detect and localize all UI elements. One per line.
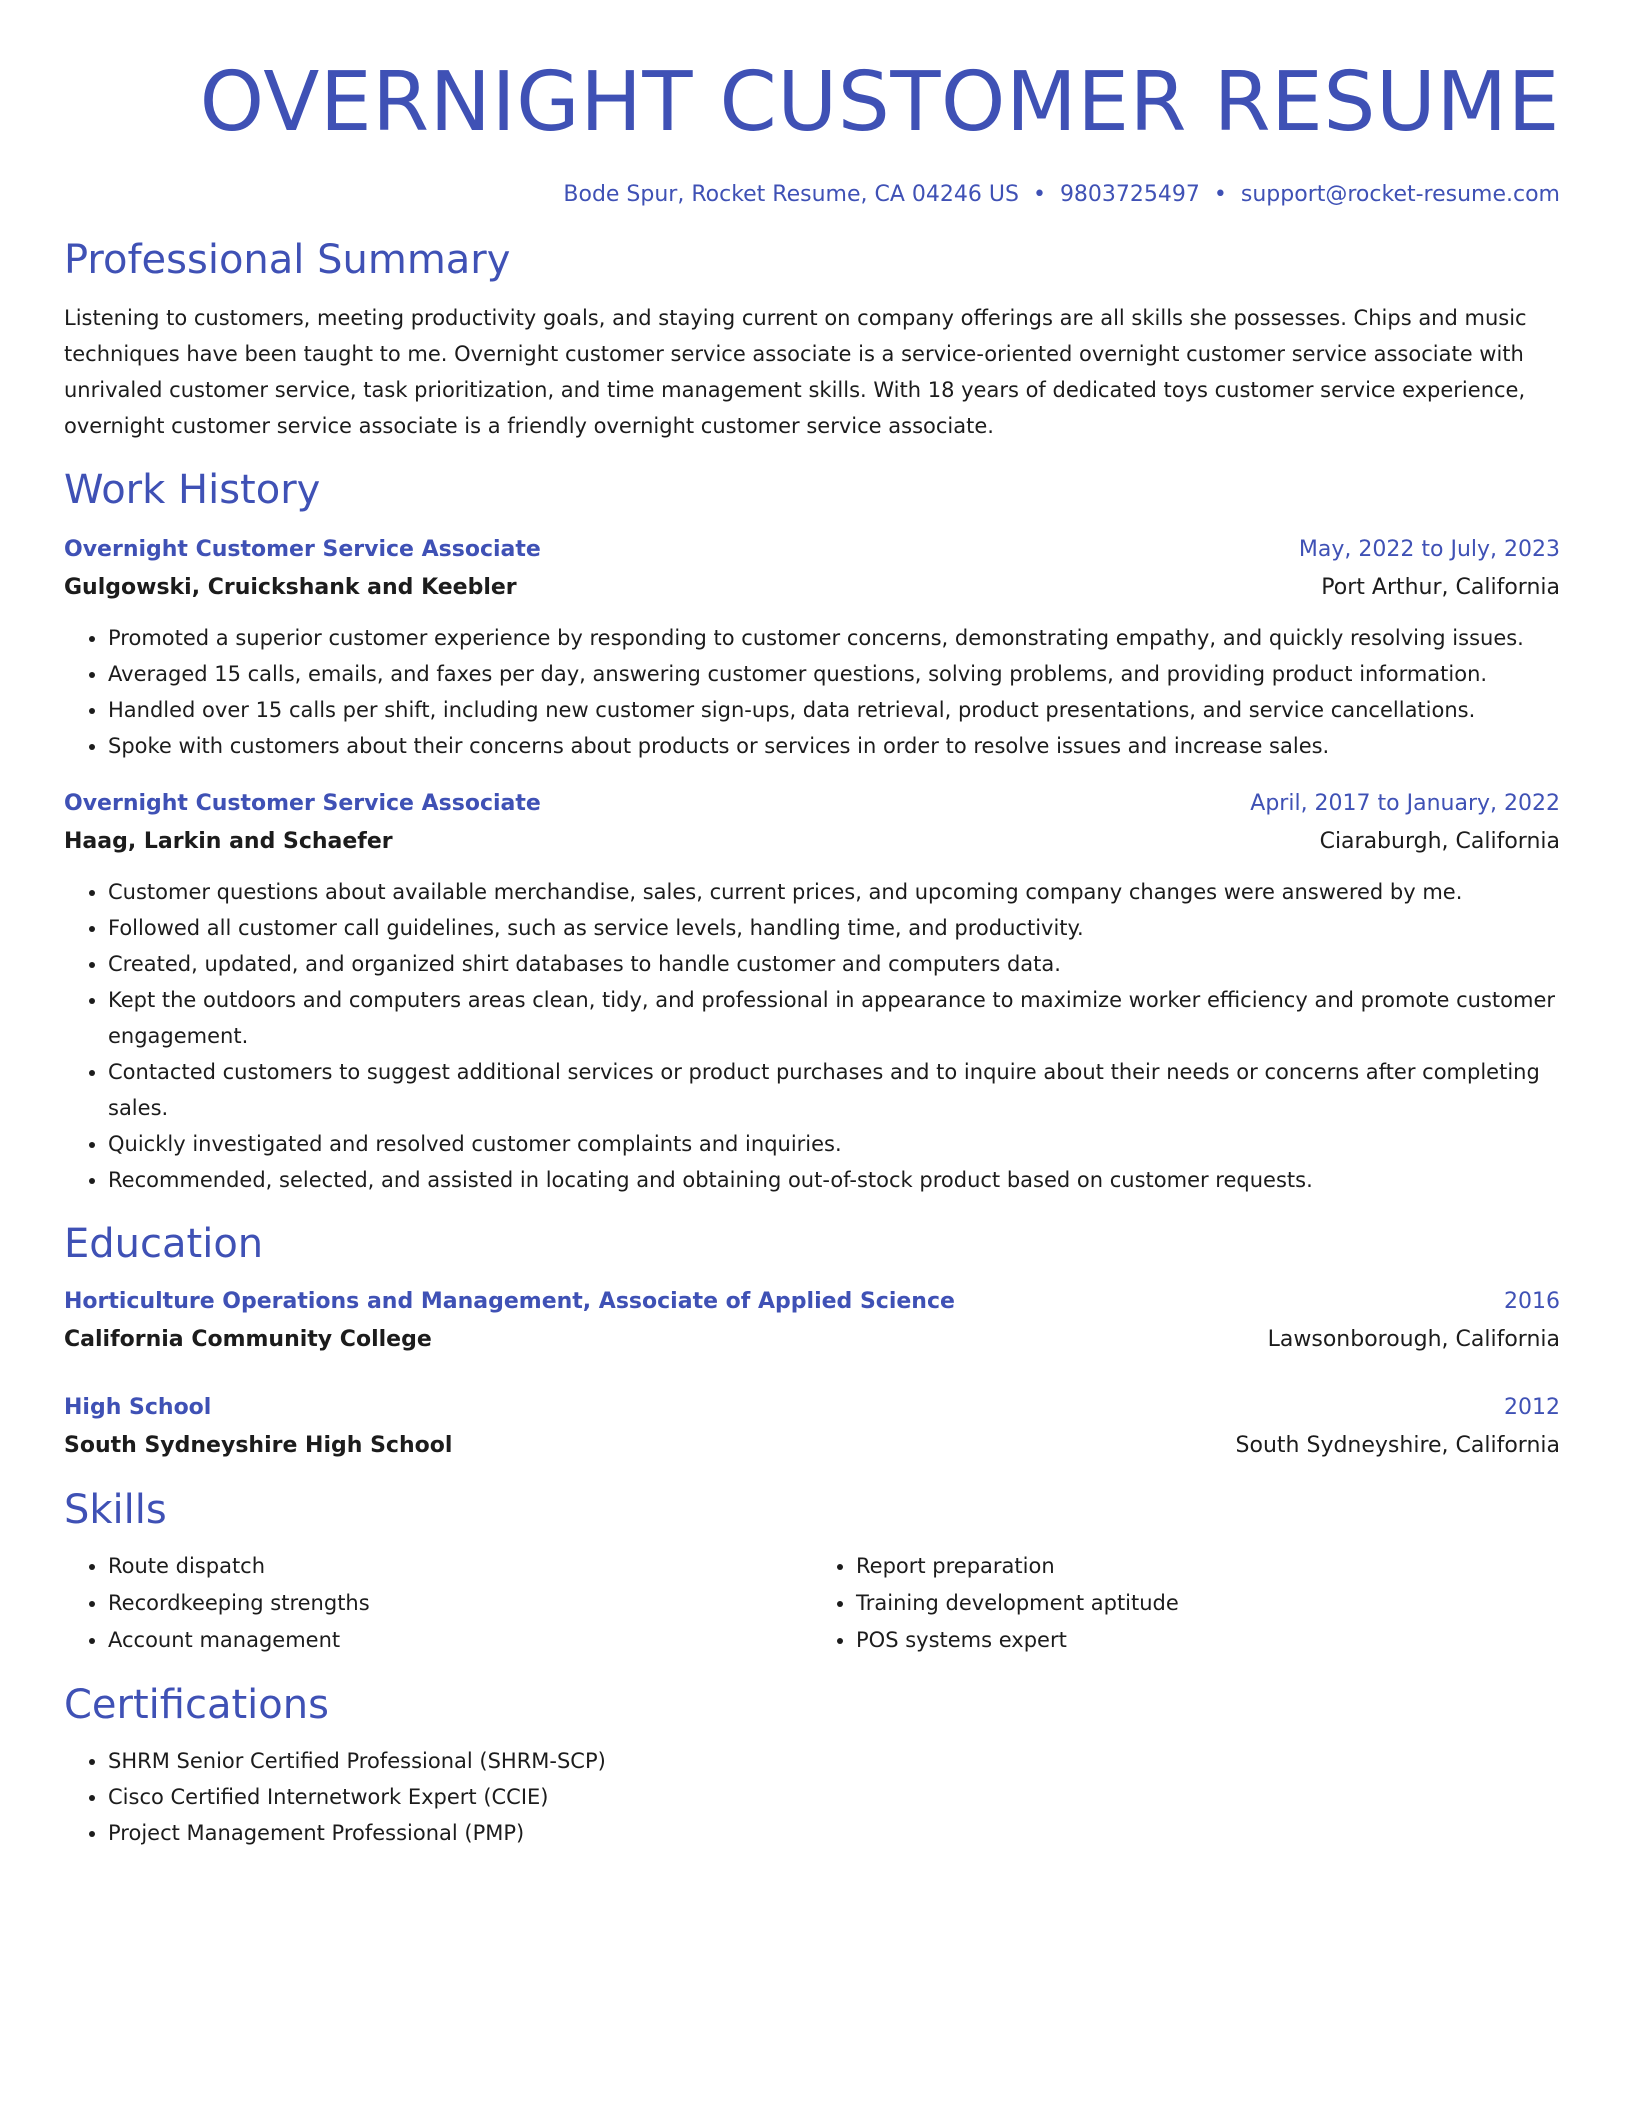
contact-address: Bode Spur, Rocket Resume, CA 04246 US — [563, 182, 1019, 207]
job-company: Gulgowski, Cruickshank and Keebler — [64, 575, 517, 600]
work-history-heading: Work History — [64, 467, 321, 513]
job-bullet: • Handled over 15 calls per shift, including new customer sign-ups, data retrieval, product presentations, and service cancellations. — [108, 692, 1560, 728]
summary-heading: Professional Summary — [64, 237, 511, 283]
certification-item: • Project Management Professional (PMP) — [108, 1815, 1560, 1851]
summary-text: Listening to customers, meeting productivity goals, and staying current on company offerings are all skills she possesses. Chips and music techniques have been taught to me. Overnight customer service associate is a service-oriented overnight customer service associate with unrivaled customer service, task prioritization, and time management skills. With 18 years of dedicated toys customer service experience, overnight customer service associate is a friendly overnight customer service associate. — [64, 306, 1527, 438]
education-location: South Sydneyshire, California — [1235, 1433, 1560, 1458]
skill-item: • Recordkeeping strengths — [108, 1585, 812, 1622]
certification-item: • Cisco Certified Internetwork Expert (CCIE) — [108, 1779, 1560, 1815]
education-school: California Community College — [64, 1327, 432, 1352]
job-bullet: • Averaged 15 calls, emails, and faxes per day, answering customer questions, solving problems, and providing product information. — [108, 656, 1560, 692]
education-year: 2016 — [1504, 1289, 1560, 1314]
skills-column-left — [64, 1548, 812, 1659]
contact-line — [64, 180, 1560, 210]
education-school: South Sydneyshire High School — [64, 1433, 453, 1458]
skill-item: • Account management — [108, 1622, 812, 1659]
job-location: Port Arthur, California — [1321, 575, 1560, 600]
job-title: Overnight Customer Service Associate — [64, 791, 541, 816]
education-year: 2012 — [1504, 1395, 1560, 1420]
job-bullet: • Customer questions about available merchandise, sales, current prices, and upcoming company changes were answered by me. — [108, 874, 1560, 910]
job-entry — [64, 532, 1560, 764]
certification-item: • SHRM Senior Certified Professional (SHRM-SCP) — [108, 1743, 1560, 1779]
education-entry — [64, 1390, 1560, 1466]
skills-column-right — [812, 1548, 1560, 1659]
skills-heading: Skills — [64, 1487, 167, 1533]
contact-separator: • — [1213, 182, 1227, 207]
job-bullets — [64, 620, 1560, 764]
skill-item: • Route dispatch — [108, 1548, 812, 1585]
job-bullet: • Contacted customers to suggest additional services or product purchases and to inquire about their needs or concerns after completing sales. — [108, 1054, 1560, 1126]
resume-page — [64, 48, 1560, 1851]
job-bullet: • Kept the outdoors and computers areas clean, tidy, and professional in appearance to maximize worker efficiency and promote customer engagement. — [108, 982, 1560, 1054]
job-bullet: • Spoke with customers about their concerns about products or services in order to resolve issues and increase sales. — [108, 728, 1560, 764]
education-degree: Horticulture Operations and Management, Associate of Applied Science — [64, 1289, 955, 1314]
job-entry — [64, 786, 1560, 1198]
certifications-list — [64, 1743, 1560, 1851]
job-bullet: • Promoted a superior customer experience by responding to customer concerns, demonstrating empathy, and quickly resolving issues. — [108, 620, 1560, 656]
skill-item: • POS systems expert — [856, 1622, 1560, 1659]
skills-list — [64, 1548, 1560, 1659]
certifications-heading: Certifications — [64, 1682, 329, 1728]
contact-phone: 9803725497 — [1059, 182, 1200, 207]
job-bullet: • Quickly investigated and resolved customer complaints and inquiries. — [108, 1126, 1560, 1162]
education-degree: High School — [64, 1395, 212, 1420]
contact-email: support@rocket-resume.com — [1240, 182, 1560, 207]
education-entry — [64, 1284, 1560, 1360]
job-dates: April, 2017 to January, 2022 — [1250, 791, 1560, 816]
job-bullet: • Recommended, selected, and assisted in locating and obtaining out-of-stock product based on customer requests. — [108, 1162, 1560, 1198]
education-location: Lawsonborough, California — [1267, 1327, 1560, 1352]
job-bullet: • Created, updated, and organized shirt databases to handle customer and computers data. — [108, 946, 1560, 982]
resume-name: OVERNIGHT CUSTOMER RESUME — [199, 55, 1560, 150]
skill-item: • Report preparation — [856, 1548, 1560, 1585]
job-dates: May, 2022 to July, 2023 — [1298, 537, 1560, 562]
job-bullet: • Followed all customer call guidelines, such as service levels, handling time, and productivity. — [108, 910, 1560, 946]
job-company: Haag, Larkin and Schaefer — [64, 829, 393, 854]
education-heading: Education — [64, 1221, 264, 1267]
job-bullets — [64, 874, 1560, 1198]
skill-item: • Training development aptitude — [856, 1585, 1560, 1622]
job-location: Ciaraburgh, California — [1319, 829, 1560, 854]
job-title: Overnight Customer Service Associate — [64, 537, 541, 562]
contact-separator: • — [1032, 182, 1046, 207]
